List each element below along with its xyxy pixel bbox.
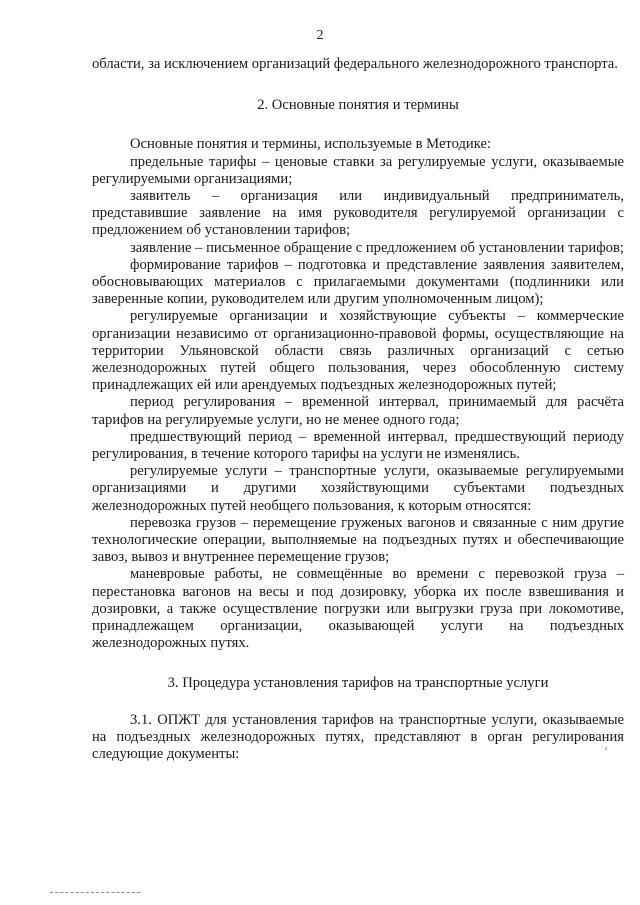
term-shunting-works: маневровые работы, не совмещённые во времени с перевозкой груза – перестановка вагонов на весы и под дозировку, уборка их после взвешивания и дозировки, а также осуществление погрузки или выгрузки груза при локомотиве, принадлежащем организации, оказывающей услуги на подъездных железнодорожных путях. [92, 566, 624, 652]
term-cargo-transport: перевозка грузов – перемещение груженых вагонов и связанные с ним другие технологические операции, выполняемые на подъездных путях и обеспечивающие завоз, вывоз и внутреннее перемещение грузов; [92, 514, 624, 566]
clause-3-1: 3.1. ОПЖТ для установления тарифов на транспортные услуги, оказываемые на подъездных железнодорожных путях, представляют в орган регулирования следующие документы: [92, 711, 624, 763]
term-application: заявление – письменное обращение с предложением об установлении тарифов; [130, 239, 624, 256]
section-heading-3: 3. Процедура установления тарифов на транспортные услуги [167, 674, 549, 691]
term-limit-tariffs: предельные тарифы – ценовые ставки за регулируемые услуги, оказываемые регулируемыми организациями; [92, 153, 624, 187]
footer-divider [50, 892, 140, 893]
paragraph-continuation: области, за исключением организаций федерального железнодорожного транспорта. [92, 56, 618, 72]
term-regulated-services: регулируемые услуги – транспортные услуги, оказываемые регулируемыми организациями и другими хозяйствующими субъектами подъездных железнодорожных путей необщего пользования, к которым относятся: [92, 463, 624, 514]
term-previous-period: предшествующий период – временной интервал, предшествующий периоду регулирования, в течение которого тарифы на услуги не изменялись. [92, 428, 624, 463]
term-tariff-formation: формирование тарифов – подготовка и представление заявления заявителем, обосновывающих материалов с прилагаемыми документами (подлинники или заверенные копии, руководителем или другим уполномоченным лицом); [92, 256, 624, 308]
page-number: 2 [316, 28, 324, 43]
term-regulated-organizations: регулируемые организации и хозяйствующие субъекты – коммерческие организации независимо от организационно-правовой формы, осуществляющие на территории Ульяновской области связь различных организаций с сетью железнодорожных путей общего пользования, через обособленную систему принадлежащих ей или арендуемых подъездных железнодорожных путей; [92, 308, 624, 394]
term-applicant: заявитель – организация или индивидуальный предприниматель, представившие заявление на имя руководителя регулируемой организации с предложением об установлении тарифов; [92, 188, 624, 239]
terms-intro: Основные понятия и термины, используемые в Методике: [130, 136, 491, 153]
scan-mark: ‘ [604, 744, 608, 758]
document-body [92, 56, 624, 763]
term-regulation-period: период регулирования – временной интервал, принимаемый для расчёта тарифов на регулируемые услуги, но не менее одного года; [92, 394, 624, 428]
section-heading-2: 2. Основные понятия и термины [257, 97, 459, 114]
